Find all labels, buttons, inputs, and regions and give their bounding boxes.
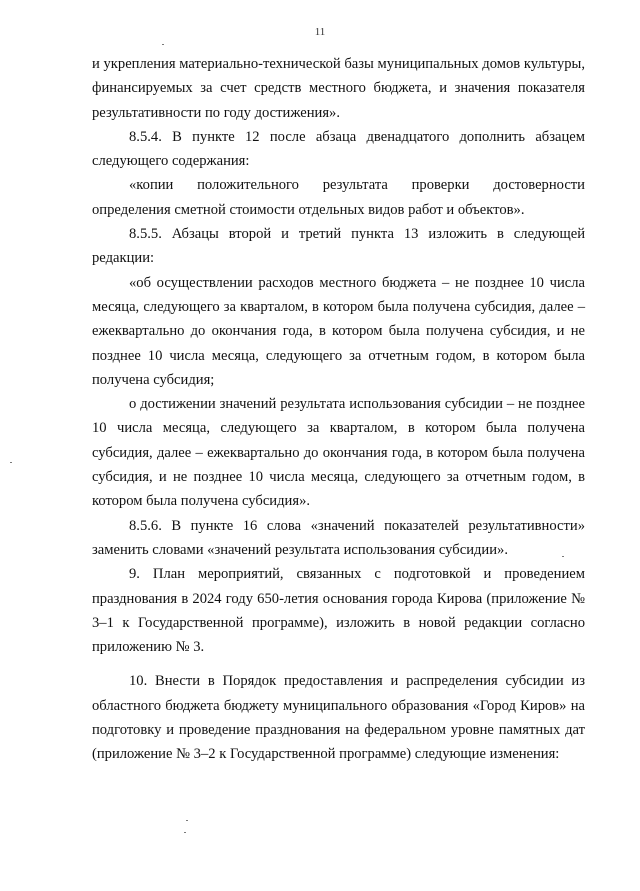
paragraph-continuation: и укрепления материально-технической базы муниципальных домов культуры, финансируемых за счет средств местного бюджета, и значения показателя результативности по году достижения».: [92, 56, 585, 121]
paragraph-8-5-4: 8.5.4. В пункте 12 после абзаца двенадцатого дополнить абзацем следующего содержания:: [92, 128, 585, 170]
paragraph-10: 10. Внести в Порядок предоставления и распределения субсидии из областного бюджета бюджету муниципального образования «Город Киров» на подготовку и проведение празднования на федеральном уровне памятных дат (приложение № 3–2 к Государственной программе) следующие изменения:: [92, 673, 585, 763]
paragraph-8-5-5-quote-1: «об осуществлении расходов местного бюджета – не позднее 10 числа месяца, следующего за кварталом, в котором была получена субсидия, далее – ежеквартально до окончания года, в котором была получена субсидия, и не позднее 10 числа месяца, следующего за отчетным годом, в котором была получена субсидия;: [92, 274, 585, 388]
page-number: 11: [314, 26, 326, 38]
paragraph-9: 9. План мероприятий, связанных с подготовкой и проведением празднования в 2024 году 650-летия основания города Кирова (приложение № 3–1 к Государственной программе), изложить в новой редакции согласно приложению № 3.: [92, 566, 585, 656]
scan-speck: [186, 820, 188, 821]
scan-speck: [184, 832, 186, 833]
paragraph-8-5-6: 8.5.6. В пункте 16 слова «значений показателей результативности» заменить словами «значений результата использования субсидии».: [92, 517, 585, 558]
scan-speck: [10, 462, 12, 463]
paragraph-gap: [92, 659, 585, 669]
document-body: [92, 52, 585, 767]
scan-speck: [162, 44, 164, 45]
paragraph-8-5-4-quote: «копии положительного результата проверки достоверности определения сметной стоимости отдельных видов работ и объектов».: [92, 177, 585, 218]
paragraph-8-5-5-quote-2: о достижении значений результата использования субсидии – не позднее 10 числа месяца, следующего за кварталом, в котором была получена субсидия, далее – ежеквартально до окончания года, в котором была получена субсидия, и не позднее 10 числа месяца, следующего за отчетным годом, в котором была получена субсидия».: [92, 396, 585, 510]
paragraph-8-5-5: 8.5.5. Абзацы второй и третий пункта 13 изложить в следующей редакции:: [92, 226, 585, 267]
scan-speck: [562, 556, 564, 557]
